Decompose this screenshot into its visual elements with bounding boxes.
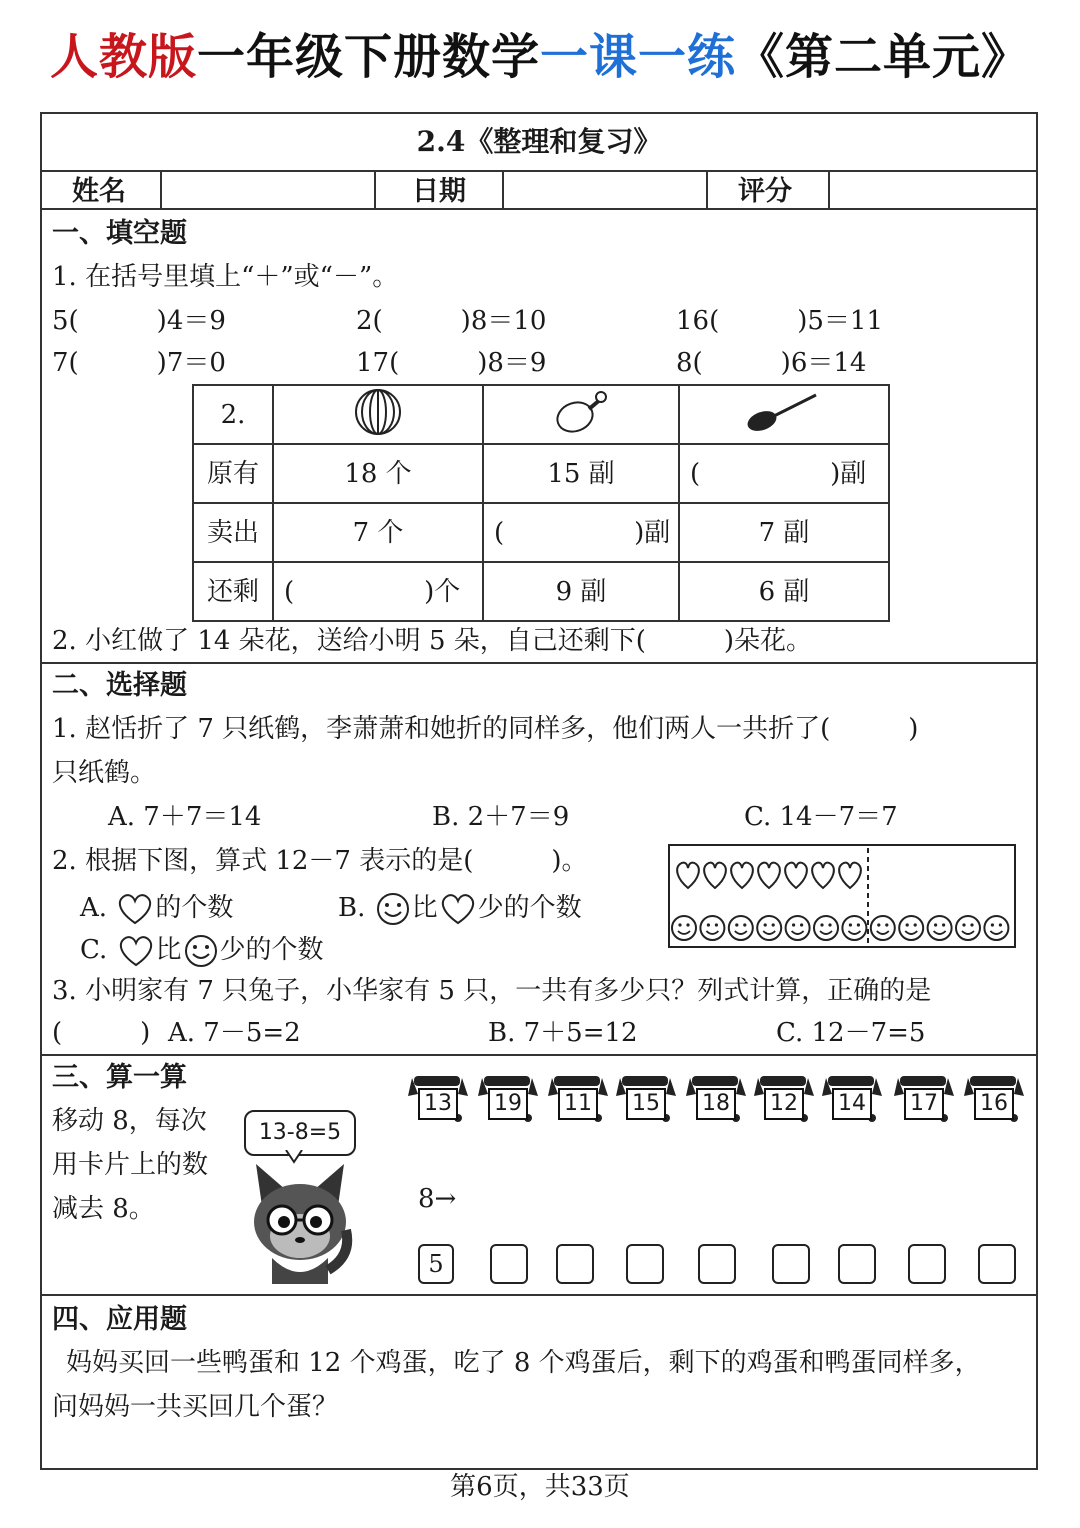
option-text: 少的个数	[477, 893, 582, 923]
worksheet-title: 2.4《整理和复习》	[416, 125, 662, 158]
section3-desc: 减去 8。	[52, 1194, 155, 1224]
card-number: 19	[488, 1088, 528, 1120]
card-number: 12	[764, 1088, 804, 1120]
card-number: 18	[696, 1088, 736, 1120]
card-number: 15	[626, 1088, 666, 1120]
divider	[828, 170, 830, 208]
answer-box[interactable]	[556, 1244, 594, 1284]
option-letter: B.	[338, 893, 366, 923]
table-corner: 2.	[193, 385, 273, 444]
arrow-label: 8→	[418, 1184, 457, 1214]
date-label: 日期	[412, 176, 466, 207]
choice-q1: 1. 赵恬折了 7 只纸鹤，李萧萧和她折的同样多，他们两人一共折了( )	[52, 714, 919, 744]
answer-box[interactable]	[490, 1244, 528, 1284]
number-card	[616, 1072, 672, 1124]
answer-box[interactable]	[772, 1244, 810, 1284]
q1-item: 7( )7＝0	[52, 348, 226, 378]
section3-desc: 移动 8，每次	[52, 1106, 207, 1136]
divider	[502, 170, 504, 208]
table-cell-blank[interactable]: ( )个	[273, 562, 483, 621]
number-card	[894, 1072, 950, 1124]
choice-option[interactable]: B. 2＋7＝9	[432, 802, 570, 832]
card-number: 17	[904, 1088, 944, 1120]
choice-q3-paren: ( )	[52, 1018, 151, 1048]
option-letter: C.	[80, 935, 108, 965]
choice-q3: 3. 小明家有 7 只兔子，小华家有 5 只，一共有多少只？列式计算，正确的是	[52, 976, 932, 1006]
answer-box[interactable]	[978, 1244, 1016, 1284]
answer-box[interactable]	[698, 1244, 736, 1284]
smiley-icon	[729, 916, 753, 940]
choice-option[interactable]: B. 7＋5=12	[488, 1018, 638, 1048]
row-label: 还剩	[193, 562, 273, 621]
section3-heading: 三、算一算	[52, 1062, 187, 1093]
smiley-icon	[928, 916, 952, 940]
number-card	[408, 1072, 464, 1124]
speech-bubble: 13-8=5	[244, 1110, 356, 1156]
fox-mascot-icon	[242, 1160, 362, 1286]
table-cell: 6 副	[679, 562, 889, 621]
divider	[706, 170, 708, 208]
card-number: 13	[418, 1088, 458, 1120]
row-label: 原有	[193, 444, 273, 503]
section3-desc: 用卡片上的数	[52, 1150, 209, 1180]
table-cell: 15 副	[483, 444, 679, 503]
page-number: 第6页，共33页	[450, 1472, 630, 1502]
header-grade: 一年级下册数学	[196, 29, 540, 85]
smiley-icon	[814, 916, 838, 940]
number-card	[822, 1072, 878, 1124]
page-header	[0, 18, 1080, 87]
choice-q2: 2. 根据下图，算式 12－7 表示的是( )。	[52, 846, 588, 876]
badminton-racket-icon	[679, 385, 889, 444]
choice-option[interactable]: C. 12－7=5	[776, 1018, 926, 1048]
section1-heading: 一、填空题	[52, 218, 187, 249]
heart-icon	[438, 892, 478, 926]
word-problem: 妈妈买回一些鸭蛋和 12 个鸡蛋，吃了 8 个鸡蛋后，剩下的鸡蛋和鸭蛋同样多，	[66, 1348, 981, 1378]
header-series: 一课一练	[540, 29, 737, 85]
card-number: 11	[558, 1088, 598, 1120]
answer-box[interactable]	[626, 1244, 664, 1284]
choice-q2-a[interactable]	[80, 892, 233, 926]
option-mid: 比	[411, 893, 438, 923]
smiley-icon	[899, 916, 923, 940]
smiley-icon	[700, 916, 724, 940]
option-text: 的个数	[155, 893, 234, 923]
smiley-icon	[871, 916, 895, 940]
number-card	[964, 1072, 1020, 1124]
ball-icon	[273, 385, 483, 444]
choice-q2-b[interactable]	[338, 892, 582, 926]
option-mid: 比	[155, 935, 182, 965]
choice-option[interactable]: C. 14－7＝7	[744, 802, 898, 832]
header-publisher: 人教版	[49, 29, 197, 85]
divider	[160, 170, 162, 208]
option-letter: A.	[80, 893, 108, 923]
score-label: 评分	[738, 176, 792, 207]
divider	[42, 170, 1036, 172]
worksheet	[40, 112, 1038, 1470]
table-cell-blank[interactable]: ( )副	[679, 444, 889, 503]
divider	[374, 170, 376, 208]
answer-box[interactable]: 5	[418, 1244, 454, 1284]
option-text: 少的个数	[219, 935, 324, 965]
table-cell: 7 副	[679, 503, 889, 562]
q1-item: 5( )4＝9	[52, 306, 226, 336]
heart-icon	[116, 934, 156, 968]
number-card	[548, 1072, 604, 1124]
row-label: 卖出	[193, 503, 273, 562]
fill-q2: 2. 小红做了 14 朵花，送给小明 5 朵，自己还剩下( )朵花。	[52, 626, 813, 656]
smiley-icon	[956, 916, 980, 940]
number-card	[754, 1072, 810, 1124]
choice-q2-c[interactable]	[80, 934, 324, 968]
name-label: 姓名	[72, 176, 126, 207]
choice-option[interactable]: A. 7－5=2	[168, 1018, 301, 1048]
q1-item: 2( )8＝10	[356, 306, 547, 336]
q1-item: 16( )5＝11	[676, 306, 883, 336]
header-unit: 《第二单元》	[736, 29, 1031, 85]
divider	[42, 208, 1036, 210]
pingpong-paddle-icon	[483, 385, 679, 444]
answer-box[interactable]	[908, 1244, 946, 1284]
smiley-icon	[786, 916, 810, 940]
smiley-icon	[842, 916, 866, 940]
divider	[42, 1294, 1036, 1296]
card-number: 16	[974, 1088, 1014, 1120]
smiley-icon	[672, 916, 696, 940]
choice-q1-cont: 只纸鹤。	[52, 758, 157, 788]
divider	[42, 662, 1036, 664]
smiley-icon	[984, 916, 1008, 940]
section2-heading: 二、选择题	[52, 670, 187, 701]
smiley-icon	[374, 892, 412, 926]
number-card	[478, 1072, 534, 1124]
answer-box[interactable]	[838, 1244, 876, 1284]
q1-item: 17( )8＝9	[356, 348, 547, 378]
smiley-icon	[182, 934, 220, 968]
table-cell: 18 个	[273, 444, 483, 503]
choice-option[interactable]: A. 7＋7＝14	[108, 802, 262, 832]
hearts-smileys-figure	[668, 844, 1016, 948]
q1-item: 8( )6＝14	[676, 348, 867, 378]
section4-heading: 四、应用题	[52, 1304, 187, 1335]
smiley-icon	[757, 916, 781, 940]
card-number: 14	[832, 1088, 872, 1120]
q1-prompt: 1. 在括号里填上“＋”或“－”。	[52, 262, 399, 292]
word-problem-cont: 问妈妈一共买回几个蛋？	[52, 1392, 339, 1422]
number-card	[686, 1072, 742, 1124]
divider	[42, 1054, 1036, 1056]
table-cell-blank[interactable]: ( )副	[483, 503, 679, 562]
table-cell: 7 个	[273, 503, 483, 562]
sales-table	[192, 384, 890, 622]
table-cell: 9 副	[483, 562, 679, 621]
heart-icon	[115, 892, 155, 926]
